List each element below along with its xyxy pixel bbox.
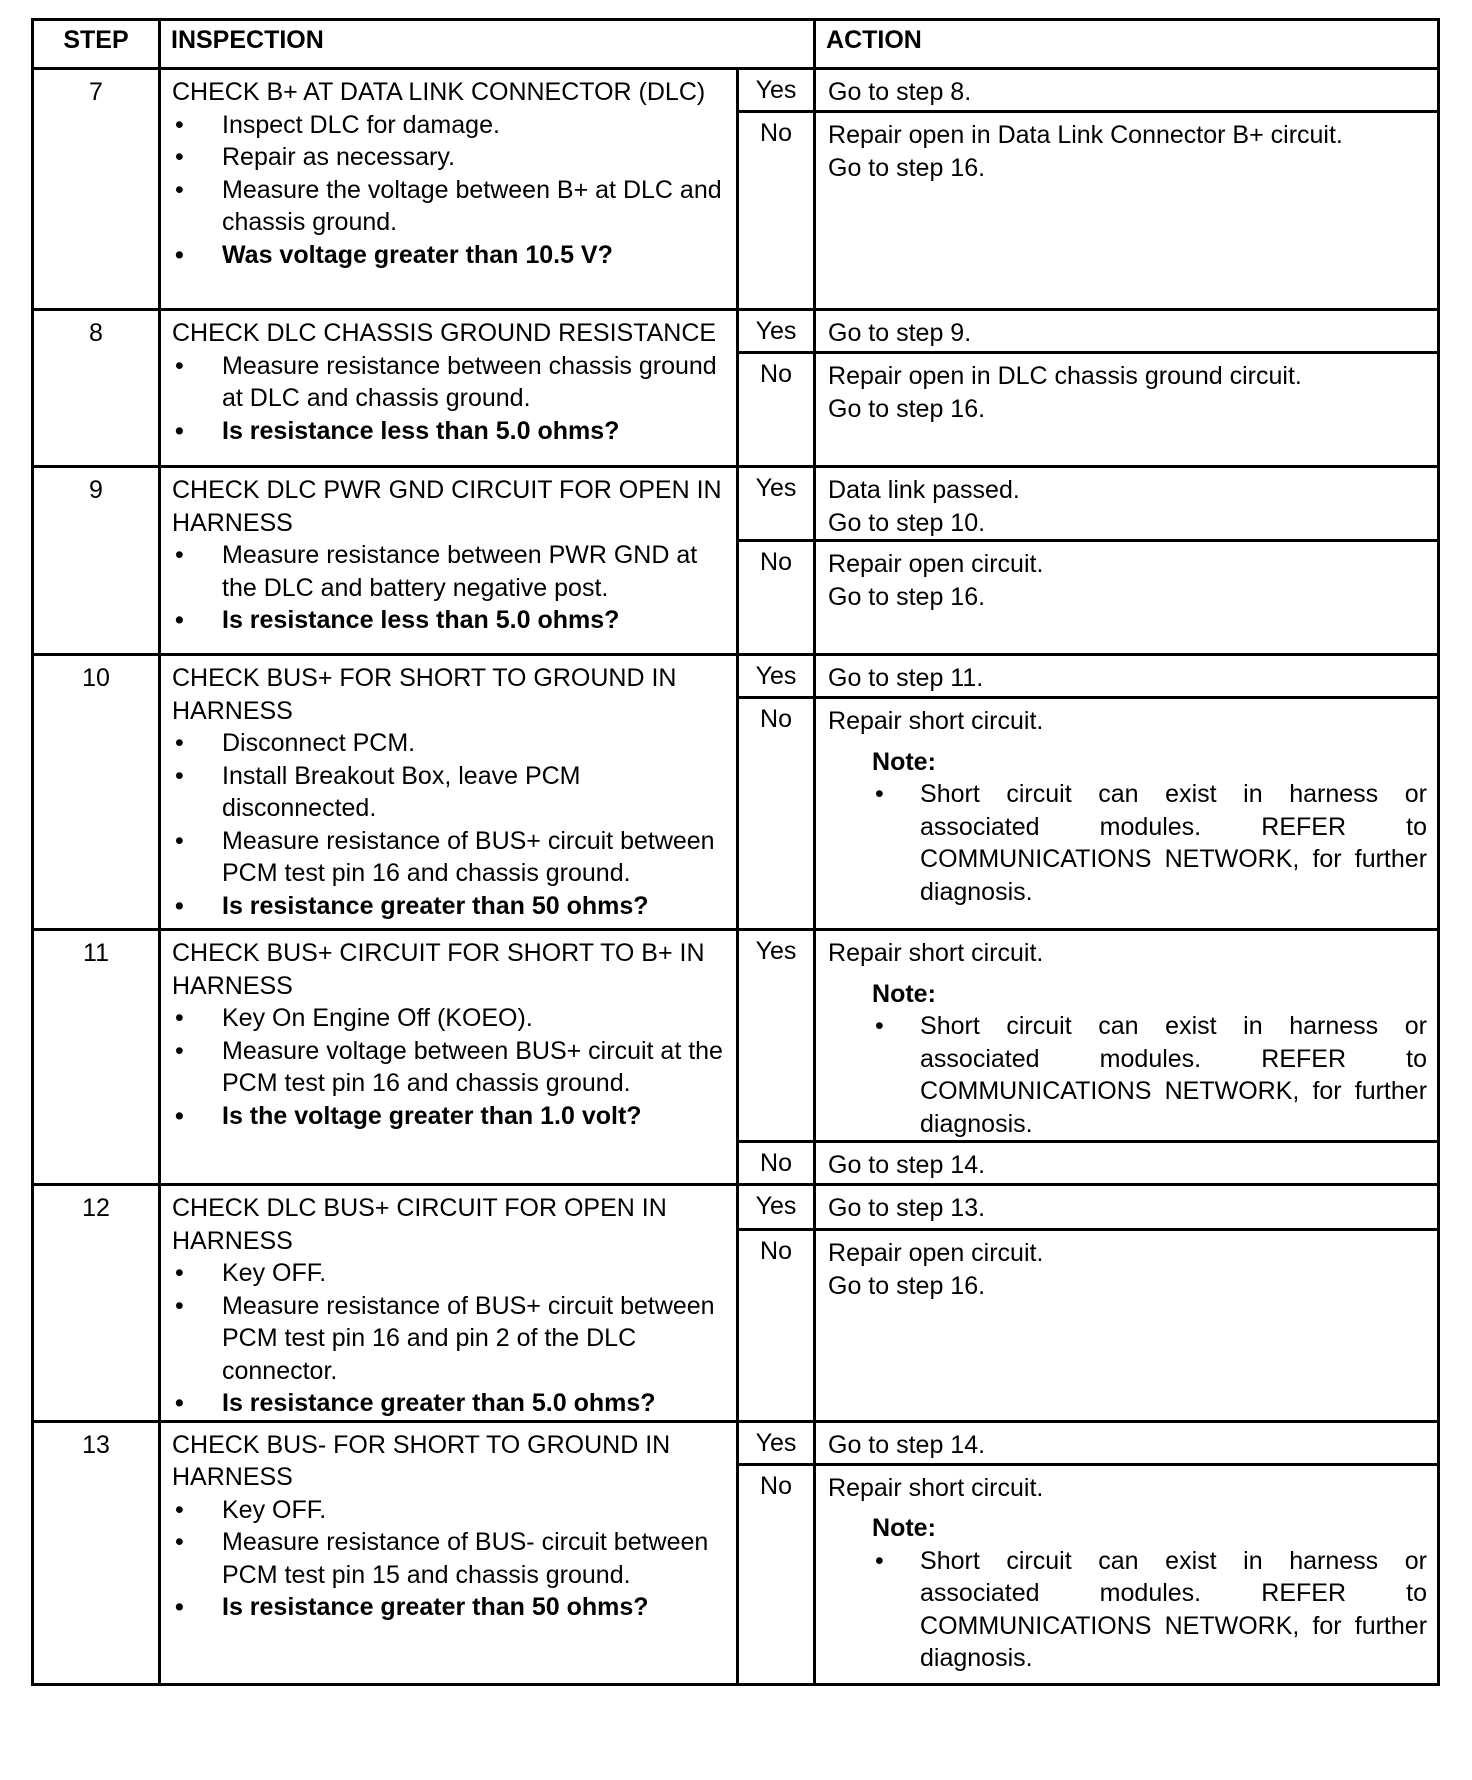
action-text: Repair short circuit.	[828, 707, 1044, 735]
step-number: 9	[33, 467, 160, 655]
no-label: No	[738, 1464, 815, 1684]
inspection-cell	[160, 1421, 738, 1684]
note-block	[872, 978, 1427, 1141]
inspection-bullet: • Install Breakout Box, leave PCM disconnected.	[172, 760, 728, 825]
inspection-bullet: • Key OFF.	[172, 1494, 728, 1527]
inspection-bullet: • Measure the voltage between B+ at DLC and chassis ground.	[172, 174, 728, 239]
no-label: No	[738, 1230, 815, 1421]
yes-action	[815, 310, 1439, 353]
note-block	[872, 1512, 1427, 1675]
inspection-list	[172, 727, 728, 922]
inspection-cell	[160, 467, 738, 655]
action-text: Go to step 16.	[828, 153, 986, 182]
action-text: Repair open in DLC chassis ground circuit.	[828, 362, 1302, 390]
inspection-question: • Is the voltage greater than 1.0 volt?	[172, 1100, 728, 1133]
inspection-title: CHECK DLC BUS+ CIRCUIT FOR OPEN IN HARNESS	[172, 1194, 667, 1255]
step-number: 11	[33, 930, 160, 1185]
action-text: Go to step 14.	[828, 1430, 986, 1459]
inspection-list	[172, 1002, 728, 1132]
note-list	[872, 1545, 1427, 1675]
action-text: Repair short circuit.	[828, 1473, 1044, 1502]
action-text: Go to step 11.	[828, 664, 984, 692]
no-action	[815, 112, 1439, 310]
no-label: No	[738, 541, 815, 655]
action-text: Go to step 8.	[828, 78, 972, 106]
step-column-header: STEP	[33, 20, 160, 69]
inspection-list	[172, 109, 728, 272]
inspection-bullet: • Measure resistance between chassis ground at DLC and chassis ground.	[172, 350, 728, 415]
inspection-title: CHECK DLC CHASSIS GROUND RESISTANCE	[172, 319, 717, 347]
action-text: Repair open in Data Link Connector B+ circuit.	[828, 121, 1343, 149]
action-text: Repair short circuit.	[828, 939, 1044, 967]
yes-label: Yes	[738, 655, 815, 698]
inspection-bullet: • Key OFF.	[172, 1257, 728, 1290]
no-action	[815, 1464, 1439, 1684]
inspection-list	[172, 1494, 728, 1624]
inspection-question: • Is resistance less than 5.0 ohms?	[172, 604, 728, 637]
inspection-bullet: • Measure voltage between BUS+ circuit at the PCM test pin 16 and chassis ground.	[172, 1035, 728, 1100]
no-action	[815, 541, 1439, 655]
step-number: 7	[33, 69, 160, 310]
inspection-cell	[160, 69, 738, 310]
yes-action	[815, 1185, 1439, 1230]
step-row-yes	[33, 655, 1439, 698]
note-list	[872, 1010, 1427, 1140]
step-row-yes	[33, 930, 1439, 1142]
inspection-question: • Is resistance greater than 50 ohms?	[172, 890, 728, 923]
inspection-cell	[160, 655, 738, 930]
note-label: Note:	[872, 1514, 936, 1542]
inspection-title: CHECK B+ AT DATA LINK CONNECTOR (DLC)	[172, 78, 706, 106]
yes-label: Yes	[738, 467, 815, 541]
step-row-yes	[33, 310, 1439, 353]
inspection-cell	[160, 1185, 738, 1422]
table-body	[33, 69, 1439, 1685]
inspection-bullet: • Disconnect PCM.	[172, 727, 728, 760]
inspection-question: • Is resistance greater than 50 ohms?	[172, 1591, 728, 1624]
inspection-bullet: • Measure resistance of BUS+ circuit between PCM test pin 16 and chassis ground.	[172, 825, 728, 890]
action-text: Go to step 16.	[828, 582, 986, 611]
inspection-bullet: • Measure resistance of BUS- circuit between PCM test pin 15 and chassis ground.	[172, 1526, 728, 1591]
inspection-title: CHECK BUS- FOR SHORT TO GROUND IN HARNESS	[172, 1430, 671, 1491]
inspection-cell	[160, 310, 738, 467]
yes-label: Yes	[738, 1421, 815, 1464]
no-label: No	[738, 112, 815, 310]
yes-label: Yes	[738, 1185, 815, 1230]
inspection-question: • Is resistance greater than 5.0 ohms?	[172, 1387, 728, 1420]
step-number: 13	[33, 1421, 160, 1684]
yes-label: Yes	[738, 310, 815, 353]
diagnostic-document	[31, 18, 1437, 1766]
action-text: Go to step 10.	[828, 508, 986, 537]
yes-label: Yes	[738, 69, 815, 112]
inspection-list	[172, 539, 728, 637]
inspection-title: CHECK DLC PWR GND CIRCUIT FOR OPEN IN HARNESS	[172, 476, 722, 537]
inspection-question: • Was voltage greater than 10.5 V?	[172, 239, 728, 272]
action-text: Go to step 16.	[828, 1271, 986, 1300]
no-action	[815, 1142, 1439, 1185]
inspection-bullet: • Repair as necessary.	[172, 141, 728, 174]
action-text: Go to step 14.	[828, 1151, 986, 1179]
inspection-question: • Is resistance less than 5.0 ohms?	[172, 415, 728, 448]
no-label: No	[738, 353, 815, 467]
no-label: No	[738, 698, 815, 930]
step-row-yes	[33, 467, 1439, 541]
yes-action	[815, 467, 1439, 541]
inspection-list	[172, 350, 728, 448]
no-action	[815, 353, 1439, 467]
inspection-cell	[160, 930, 738, 1185]
action-text: Go to step 9.	[828, 319, 972, 347]
note-item: • Short circuit can exist in harness or associated modules. REFER to COMMUNICATIONS NETWORK, for further diagnosis.	[872, 1010, 1427, 1140]
action-column-header: ACTION	[815, 20, 1439, 69]
yes-label: Yes	[738, 930, 815, 1142]
note-item: • Short circuit can exist in harness or associated modules. REFER to COMMUNICATIONS NETWORK, for further diagnosis.	[872, 778, 1427, 908]
inspection-bullet: • Measure resistance between PWR GND at the DLC and battery negative post.	[172, 539, 728, 604]
inspection-title: CHECK BUS+ FOR SHORT TO GROUND IN HARNESS	[172, 664, 677, 725]
inspection-column-header: INSPECTION	[160, 20, 815, 69]
diagnostic-table	[31, 18, 1440, 1686]
inspection-bullet: • Inspect DLC for damage.	[172, 109, 728, 142]
action-text: Repair open circuit.	[828, 550, 1044, 578]
yes-action	[815, 1421, 1439, 1464]
action-text: Data link passed.	[828, 476, 1020, 504]
step-row-yes	[33, 1185, 1439, 1230]
no-action	[815, 698, 1439, 930]
step-number: 8	[33, 310, 160, 467]
no-action	[815, 1230, 1439, 1421]
note-item: • Short circuit can exist in harness or associated modules. REFER to COMMUNICATIONS NETWORK, for further diagnosis.	[872, 1545, 1427, 1675]
note-label: Note:	[872, 979, 936, 1008]
action-text: Repair open circuit.	[828, 1239, 1044, 1268]
note-block	[872, 746, 1427, 909]
inspection-bullet: • Measure resistance of BUS+ circuit between PCM test pin 16 and pin 2 of the DLC connector.	[172, 1290, 728, 1388]
note-list	[872, 778, 1427, 908]
step-row-yes	[33, 69, 1439, 112]
action-text: Go to step 13.	[828, 1194, 986, 1222]
step-number: 12	[33, 1185, 160, 1422]
inspection-bullet: • Key On Engine Off (KOEO).	[172, 1002, 728, 1035]
yes-action	[815, 930, 1439, 1142]
step-row-yes	[33, 1421, 1439, 1464]
inspection-list	[172, 1257, 728, 1420]
no-label: No	[738, 1142, 815, 1185]
action-text: Go to step 16.	[828, 394, 986, 423]
inspection-title: CHECK BUS+ CIRCUIT FOR SHORT TO B+ IN HARNESS	[172, 939, 705, 1000]
note-label: Note:	[872, 747, 936, 776]
step-number: 10	[33, 655, 160, 930]
table-header-row	[33, 20, 1439, 69]
yes-action	[815, 655, 1439, 698]
yes-action	[815, 69, 1439, 112]
